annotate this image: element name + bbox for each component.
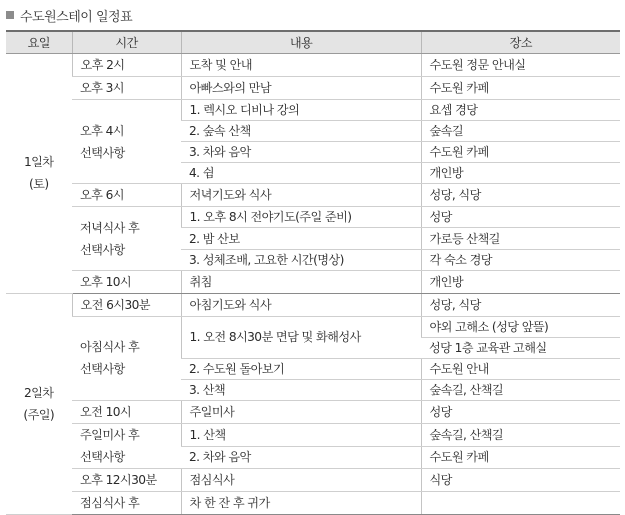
place-cell: 수도원 카페 — [421, 142, 620, 163]
place-cell: 수도원 카페 — [421, 77, 620, 100]
content-cell: 1. 산책 — [181, 424, 421, 447]
content-cell: 아빠스와의 만남 — [181, 77, 421, 100]
day-cell: 1일차 (토) — [6, 54, 72, 294]
day-cell: 2일차 (주일) — [6, 293, 72, 514]
place-cell: 숲속길 — [421, 121, 620, 142]
content-cell: 3. 산책 — [181, 379, 421, 400]
time-cell: 오후 6시 — [72, 184, 181, 207]
table-row — [6, 492, 620, 515]
content-cell: 1. 오전 8시30분 면담 및 화해성사 — [181, 316, 421, 358]
time-cell: 점심식사 후 — [72, 492, 181, 515]
place-cell: 개인방 — [421, 270, 620, 293]
header-place: 장소 — [421, 31, 620, 54]
content-cell: 도착 및 안내 — [181, 54, 421, 77]
header-time: 시간 — [72, 31, 181, 54]
place-cell: 수도원 정문 안내실 — [421, 54, 620, 77]
table-row — [6, 293, 620, 316]
place-cell: 식당 — [421, 469, 620, 492]
place-cell: 요셉 경당 — [421, 100, 620, 121]
time-cell: 오후 10시 — [72, 270, 181, 293]
place-cell — [421, 492, 620, 515]
header-row — [6, 31, 620, 54]
table-row — [6, 184, 620, 207]
content-cell: 4. 쉼 — [181, 163, 421, 184]
time-cell: 오전 10시 — [72, 401, 181, 424]
table-row — [6, 469, 620, 492]
table-row — [6, 401, 620, 424]
table-row — [6, 207, 620, 228]
place-cell: 성당, 식당 — [421, 293, 620, 316]
table-row — [6, 316, 620, 337]
document-title: 수도원스테이 일정표 — [20, 9, 133, 25]
schedule-table — [6, 30, 620, 515]
place-cell: 가로등 산책길 — [421, 228, 620, 249]
place-cell: 개인방 — [421, 163, 620, 184]
content-cell: 3. 차와 음악 — [181, 142, 421, 163]
content-cell: 2. 수도원 돌아보기 — [181, 358, 421, 379]
place-cell: 수도원 안내 — [421, 358, 620, 379]
time-cell: 오전 6시30분 — [72, 293, 181, 316]
content-cell: 2. 밤 산보 — [181, 228, 421, 249]
square-bullet-icon — [6, 11, 14, 19]
content-cell: 2. 차와 음악 — [181, 446, 421, 469]
content-cell: 3. 성체조배, 고요한 시간(명상) — [181, 249, 421, 270]
content-cell: 주일미사 — [181, 401, 421, 424]
table-row — [6, 424, 620, 447]
place-cell: 성당 — [421, 207, 620, 228]
time-cell: 오후 3시 — [72, 77, 181, 100]
table-row — [6, 270, 620, 293]
time-cell: 주일미사 후 선택사항 — [72, 424, 181, 469]
place-cell: 야외 고해소 (성당 앞뜰) — [421, 316, 620, 337]
content-cell: 1. 렉시오 디비나 강의 — [181, 100, 421, 121]
time-cell: 오후 12시30분 — [72, 469, 181, 492]
content-cell: 점심식사 — [181, 469, 421, 492]
content-cell: 저녁기도와 식사 — [181, 184, 421, 207]
table-row — [6, 100, 620, 121]
content-cell: 차 한 잔 후 귀가 — [181, 492, 421, 515]
content-cell: 아침기도와 식사 — [181, 293, 421, 316]
time-cell: 오후 4시 선택사항 — [72, 100, 181, 184]
time-cell: 저녁식사 후 선택사항 — [72, 207, 181, 270]
place-cell: 성당 — [421, 401, 620, 424]
content-cell: 취침 — [181, 270, 421, 293]
place-cell: 숲속길, 산책길 — [421, 424, 620, 447]
place-cell: 각 숙소 경당 — [421, 249, 620, 270]
place-cell: 성당, 식당 — [421, 184, 620, 207]
table-row — [6, 77, 620, 100]
place-cell: 숲속길, 산책길 — [421, 379, 620, 400]
document-title-row — [6, 4, 132, 26]
time-cell: 오후 2시 — [72, 54, 181, 77]
place-cell: 성당 1층 교육관 고해실 — [421, 337, 620, 358]
table-row — [6, 54, 620, 77]
content-cell: 1. 오후 8시 전야기도(주일 준비) — [181, 207, 421, 228]
time-cell: 아침식사 후 선택사항 — [72, 316, 181, 400]
header-day: 요일 — [6, 31, 72, 54]
place-cell: 수도원 카페 — [421, 446, 620, 469]
content-cell: 2. 숲속 산책 — [181, 121, 421, 142]
header-content: 내용 — [181, 31, 421, 54]
